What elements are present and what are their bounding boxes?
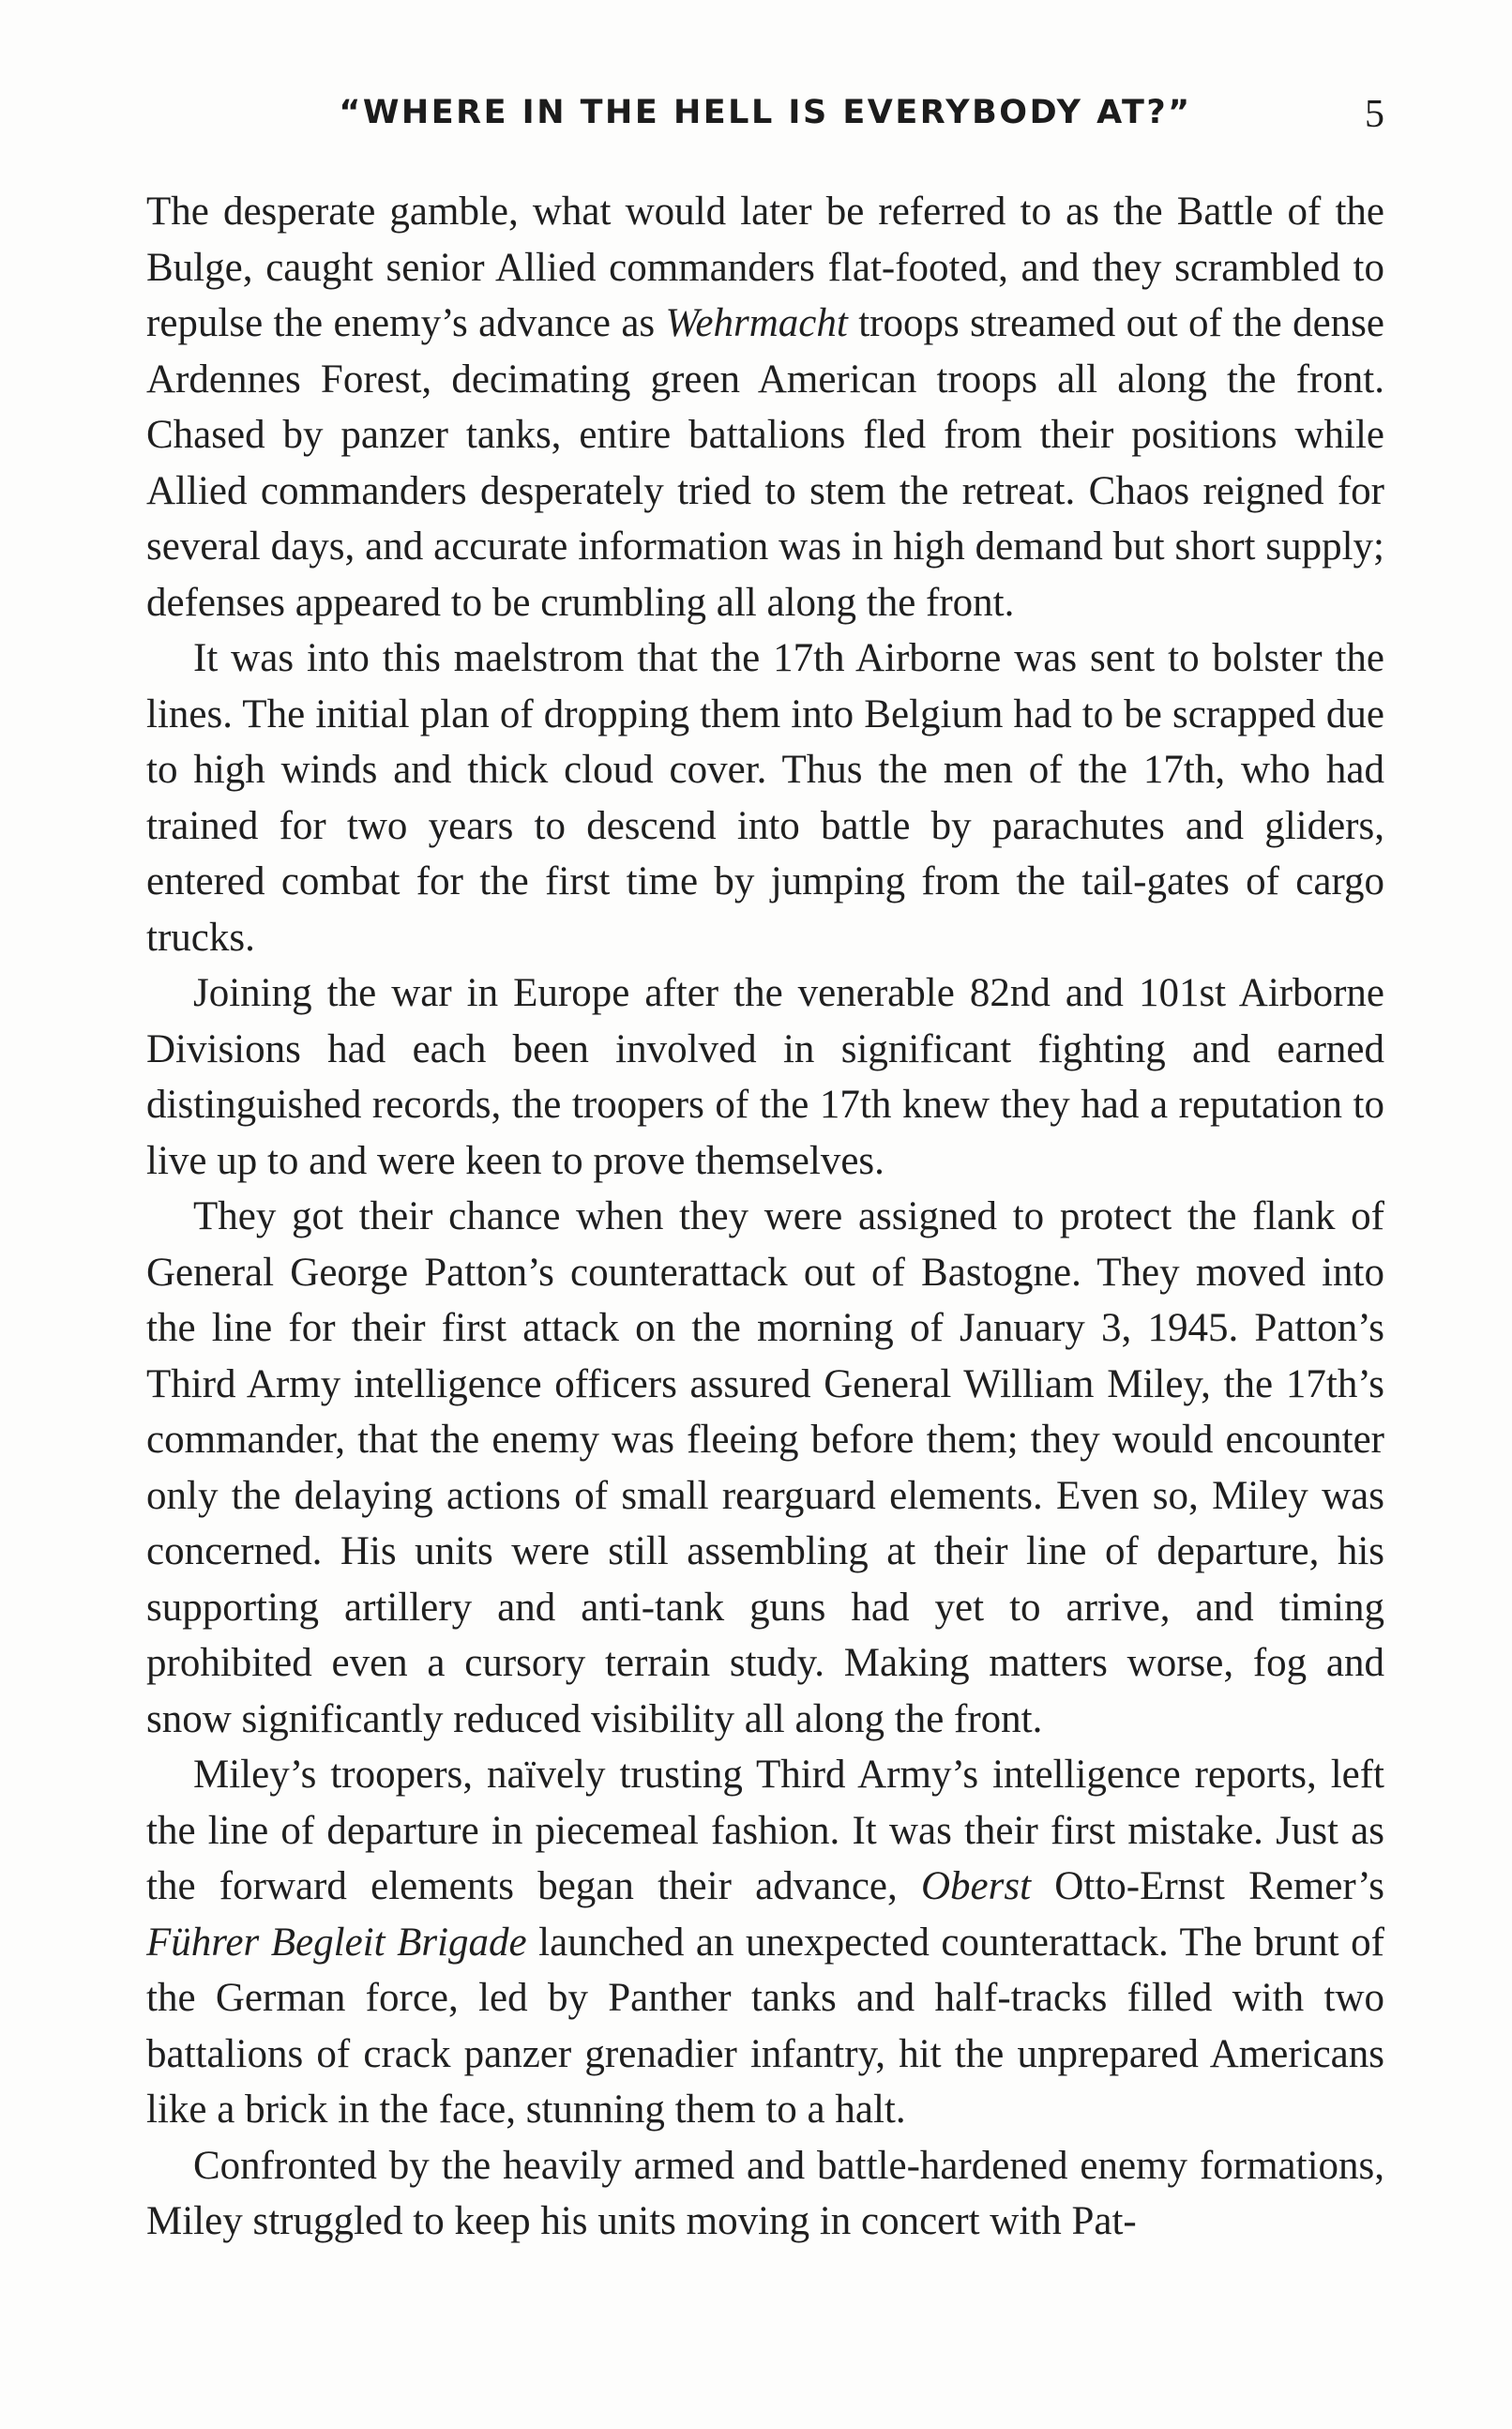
paragraph-4: They got their chance when they were assigned to protect the flank of General George Patton’s counterattack out of Bastogne. They moved into the line for their first attack on the morning of January 3, 1945. Patton’s Third Army intelligence officers assured General William Miley, the 17th’s commander, that the enemy was fleeing before them; they would encounter only the delaying actions of small rearguard elements. Even so, Miley was concerned. His units were still assembling at their line of departure, his supporting artillery and anti-tank guns had yet to arrive, and timing prohibited even a cursory terrain study. Making matters worse, fog and snow significantly reduced visibility all along the front. [146,1194,1384,1741]
paragraph-2: It was into this maelstrom that the 17th Airborne was sent to bolster the lines. The initial plan of dropping them into Belgium had to be scrapped due to high winds and thick cloud cover. Thus the men of the 17th, who had trained for two years to descend into battle by parachutes and gliders, entered combat for the first time by jumping from the tail-gates of cargo trucks. [146,636,1384,960]
page-number: 5 [1365,93,1384,136]
paragraph-5-text-a: Miley’s troopers, naïvely trusting Third Army’s intelligence reports, left the line of departure in piecemeal fashion. It was their first mistake. Just as the forward elements began their advance, [146,1753,1384,1908]
paragraph-5 [146,1747,1384,2138]
paragraph-1-text-c: troops streamed out of the dense Ardennes Forest, decimating green American troops all along the front. Chased by panzer tanks, entire battalions fled from their positions while Allied commanders desperately tried to stem the retreat. Chaos reigned for several days, and accurate information was in high demand but short supply; defenses appeared to be crumbling all along the front. [146,301,1384,625]
body-text [146,184,1384,2250]
running-head [146,94,1384,150]
paragraph-1-text-a: The desperate gamble, what would later be referred to as the Battle of the Bulge, caught senior Allied commanders flat-footed, and they scrambled to repulse the enemy’s advance as [146,190,1384,345]
paragraph-5-italic-brigade: Führer Begleit Brigade [146,1920,527,1965]
paragraph-5-text-e: launched an unexpected counterattack. The brunt of the German force, led by Panther tanks and half-tracks filled with two battalions of crack panzer grenadier infantry, hit the unprepared Americans like a brick in the face, stunning them to a halt. [146,1920,1384,2132]
paragraph-6: Confronted by the heavily armed and battle-hardened enemy formations, Miley struggled to keep his units moving in concert with Pat- [146,2143,1384,2243]
paragraph-1-italic-wehrmacht: Wehrmacht [665,301,848,345]
paragraph-1 [146,184,1384,630]
running-title: “WHERE IN THE HELL IS EVERYBODY AT?” [339,94,1192,131]
paragraph-5-italic-oberst: Oberst [921,1864,1032,1908]
paragraph-5-text-c: Otto-Ernst Remer’s [1031,1864,1384,1908]
paragraph-3: Joining the war in Europe after the venerable 82nd and 101st Airborne Divisions had each been involved in significant fighting and earned distinguished records, the troopers of the 17th knew they had a reputation to live up to and were keen to prove themselves. [146,971,1384,1183]
